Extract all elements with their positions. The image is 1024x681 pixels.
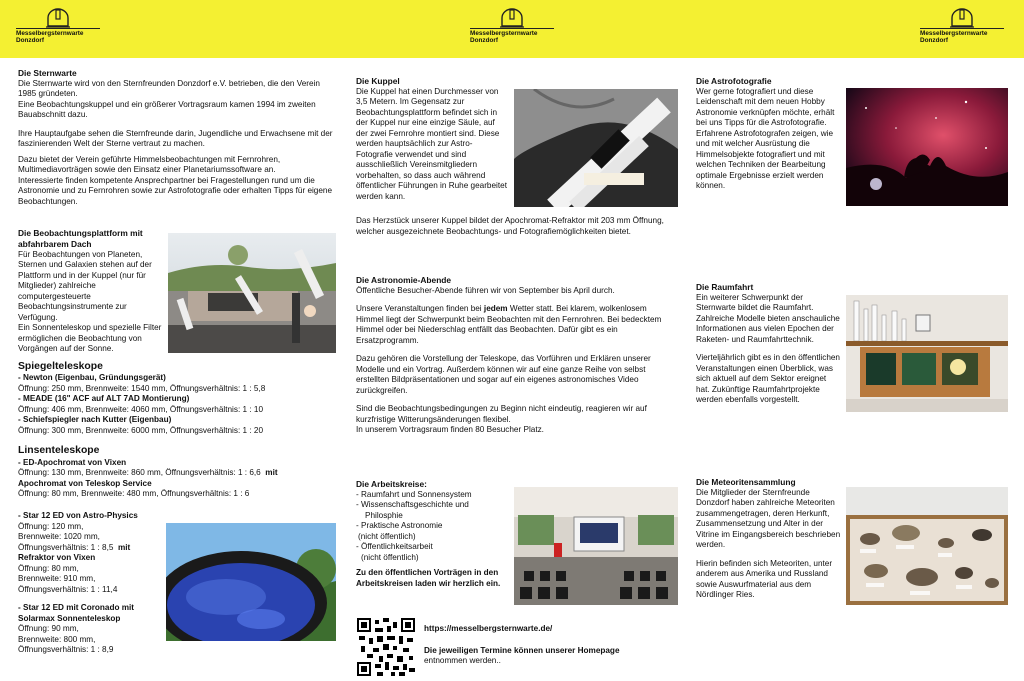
observatory-dome-icon: [499, 8, 525, 28]
telescope-name: - Star 12 ED mit Coronado mit: [18, 603, 135, 612]
telescope-spec: Öffnung: 406 mm, Brennweite: 4060 mm, Öffnungsverhältnis: 1 : 10: [18, 404, 264, 414]
section-title: Spiegelteleskope: [18, 361, 103, 372]
list-item: - Wissenschaftsgeschichte und: [356, 500, 469, 510]
paragraph: Dazu bietet der Verein geführte Himmelsbeobachtungen mit Fernrohren, Multimediavorträgen sowie den Einsatz einer Planetariumssoftware an.: [18, 154, 281, 175]
platform-section: [18, 228, 166, 355]
paragraph: Dazu gehören die Vorstellung der Teleskope, das Vorführen und Erklären unserer Modelle und ein Vortrag. Außerdem können wir auf eine ganze Reihe von selbst erstellten Bildpräsentationen und sogar auf ein eigenes astronomisches Video zurückgreifen.: [356, 354, 651, 395]
meteorite-showcase-photo: [846, 487, 1008, 605]
paragraph: Wer gerne fotografiert und diese Leidenschaft mit dem neuen Hobby Astronomie verknüpfen möchte, erhält bei uns Tipps für die Astrofotografie.: [696, 86, 835, 128]
observatory-dome-icon: [45, 8, 71, 28]
website-link[interactable]: https://messelbergsternwarte.de/: [424, 624, 553, 633]
paragraph: Eine Beobachtungskuppel und ein größerer Vortragsraum kamen 1994 im zweiten Bauabschnitt dazu.: [18, 99, 316, 120]
paragraph: Erfahrene Astrofotografen zeigen, wie und mit welcher Ausrüstung die Himmelsobjekte fotografiert und mit welchen Techniken der Bearbeitung optimale Ergebnisse erzielt werden können.: [696, 128, 833, 191]
telescope-spec: Öffnung: 120 mm,: [18, 521, 84, 531]
telescope-name: - ED-Apochromat von Vixen: [18, 457, 127, 467]
list-item: - Raumfahrt und Sonnensystem: [356, 489, 472, 499]
section-title: Die Raumfahrt: [696, 282, 754, 292]
horsehead-nebula-photo: [846, 88, 1008, 206]
telescope-lens-photo: [166, 523, 336, 641]
telescope-item: [18, 373, 336, 394]
logo: Messelbergsternwarte Donzdorf: [470, 8, 554, 45]
paragraph: Die Mitglieder der Sternfreunde Donzdorf haben zahlreiche Meteoriten zusammengetragen, deren Herkunft, Zusammensetzung und Alter in der Vitrine im Eingangsbereich beschrieben werden.: [696, 487, 841, 550]
rocket-models-photo: [846, 295, 1008, 412]
section-title: Die Astronomie-Abende: [356, 275, 452, 285]
paragraph: entnommen werden..: [424, 656, 501, 665]
list-item: Philosphie: [365, 510, 403, 520]
spaceflight-section: [696, 282, 842, 406]
telescope-spec: Brennweite: 1020 mm,: [18, 532, 100, 541]
telescope-spec: Öffnung: 250 mm, Brennweite: 1540 mm, Öffnungsverhältnis: 1 : 5,8: [18, 383, 266, 393]
section-title: Die Sternwarte: [18, 68, 77, 78]
paragraph: Das Herzstück unserer Kuppel bildet der Apochromat-Refraktor mit 203 mm Öffnung, welcher ausgezeichnete Beobachtungs- und Fotografiemöglichkeiten bietet.: [356, 216, 664, 236]
telescope-name: Refraktor von Vixen: [18, 553, 96, 562]
astrophoto-section: [696, 76, 842, 192]
paragraph: Die Sternwarte wird von den Sternfreunden Donzdorf e.V. betrieben, die den Verein 1985 gründeten.: [18, 78, 320, 99]
telescope-name: - Star 12 ED von Astro-Physics: [18, 511, 138, 520]
list-item: - Praktische Astronomie: [356, 521, 443, 531]
telescope-name: Apochromat von Teleskop Service: [18, 478, 152, 488]
star12-section: [18, 511, 168, 656]
section-title: Die Meteoritensammlung: [696, 477, 796, 487]
telescope-spec: Öffnung: 300 mm, Brennweite: 6000 mm, Öffnungsverhältnis: 1 : 20: [18, 425, 264, 435]
list-item: (nicht öffentlich): [361, 552, 419, 562]
telescope-item: [18, 394, 336, 415]
paragraph: Öffentliche Besucher-Abende führen wir von September bis April durch.: [356, 285, 615, 295]
telescope-name: Solarmax Sonnenteleskop: [18, 613, 121, 623]
website-section: [424, 624, 684, 667]
telescope-name: - Newton (Eigenbau, Gründungsgerät): [18, 373, 166, 383]
telescope-spec: Öffnung: 80 mm, Brennweite: 480 mm, Öffnungsverhältnis: 1 : 6: [18, 489, 250, 499]
paragraph: Vierteljährlich gibt es in den öffentlichen Veranstaltungen einen Überblick, was sich aktuell auf dem Sektor ereignet hat. Zukünftige Raumfahrtprojekte werden ebenfalls vorgestellt.: [696, 353, 840, 405]
section-title: Die Kuppel: [356, 76, 400, 86]
telescope-item: [18, 415, 336, 436]
paragraph: In unserem Vortragsraum finden 80 Besucher Platz.: [356, 425, 544, 435]
list-item: - Öffentlichkeitsarbeit: [356, 542, 433, 552]
column-left: [18, 68, 336, 207]
telescope-spec: Brennweite: 910 mm,: [18, 574, 96, 583]
reflector-section: [18, 354, 336, 500]
telescope-spec: Öffnung: 90 mm,: [18, 624, 79, 633]
paragraph: Unsere Veranstaltungen finden bei jedem Wetter statt. Bei klarem, wolkenlosem Himmel liegt der Schwerpunkt beim Beobachten mit den Fernrohren. Bei bedecktem Himmel oder bei Niederschlag entfällt das Beobachten. Dafür gibt es ein Ersatzprogramm.: [356, 304, 662, 345]
qr-code[interactable]: [357, 618, 415, 676]
paragraph: Die jeweiligen Termine können unserer Homepage: [424, 645, 620, 655]
section-title: Die Astrofotografie: [696, 76, 772, 86]
header-bar: [0, 0, 1024, 58]
paragraph: Die Kuppel hat einen Durchmesser von 3,5 Metern. Im Gegensatz zur Beobachtungsplattform befindet sich in der Kuppel nur eine einzige Säule, auf der zwei Fernrohre montiert sind. Diese werden hauptsächlich zur Astro-Fotografie verwendet und sind ausschließlich Vereinsmitgliedern vorbehalten, so dass auch während öffentlicher Führungen in Ruhe gearbeitet werden kann.: [356, 86, 507, 201]
paragraph: Für Beobachtungen von Planeten, Sternen und Galaxien stehen auf der Plattform und in der Kuppel (nur für Mitglieder) zahlreiche computergesteuerte Beobachtungsinstrumente zur Verfügung.: [18, 249, 152, 322]
platform-photo: [168, 233, 336, 353]
logo: Messelbergsternwarte Donzdorf: [920, 8, 1004, 45]
telescope-spec: Öffnung: 80 mm,: [18, 563, 79, 573]
logo: Messelbergsternwarte Donzdorf: [16, 8, 100, 45]
meteorite-section: [696, 477, 842, 601]
telescope-name: - MEADE (16" ACF auf ALT 7AD Montierung): [18, 394, 190, 404]
section-title: Die Beobachtungsplattform mit abfahrbarem Dach: [18, 228, 143, 249]
paragraph: Interessierte finden kompetente Ansprechpartner bei Fragestellungen rund um die Astronomie und zu Fernrohren sowie zur Astrofotografie oder erhalten Tipps für eigene Beobachtungen.: [18, 175, 333, 206]
paragraph: Sind die Beobachtungsbedingungen zu Beginn nicht eindeutig, reagieren wir auf kurzfristige Witterungsänderungen flexibel.: [356, 404, 647, 424]
paragraph: Hierin befinden sich Meteoriten, unter anderem aus Amerika und Russland sowie Auswurfmaterial aus dem Nördlinger Ries.: [696, 558, 833, 600]
section-title: Die Arbeitskreise:: [356, 479, 427, 489]
dome-highlight: [356, 216, 676, 237]
invitation-note: Zu den öffentlichen Vorträgen in den Arbeitskreisen laden wir herzlich ein.: [356, 568, 501, 588]
workgroups-section: [356, 479, 506, 589]
telescope-spec: Öffnungsverhältnis: 1 : 8,9: [18, 645, 114, 654]
telescope-spec: Öffnung: 130 mm, Brennweite: 860 mm, Öffnungsverhältnis: 1 : 6,6 mit: [18, 468, 278, 478]
telescope-spec: Brennweite: 800 mm,: [18, 634, 96, 644]
dome-telescope-photo: [514, 89, 678, 207]
evenings-section: [356, 275, 676, 436]
list-item: (nicht öffentlich): [358, 531, 416, 541]
observatory-dome-icon: [949, 8, 975, 28]
dome-section: [356, 76, 508, 202]
workgroup-list: [356, 490, 506, 564]
telescope-name: - Schiefspiegler nach Kutter (Eigenbau): [18, 415, 172, 425]
telescope-spec: Öffnungsverhältnis: 1 : 11,4: [18, 584, 118, 594]
paragraph: Ihre Hauptaufgabe sehen die Sternfreunde darin, Jugendliche und Erwachsene mit der faszinierenden Welt der Sterne vertraut zu machen.: [18, 128, 333, 149]
telescope-spec: Öffnungsverhältnis: 1 : 8,5 mit: [18, 542, 131, 552]
paragraph: Ein weiterer Schwerpunkt der Sternwarte bildet die Raumfahrt. Zahlreiche Modelle bieten anschauliche Informationen aus vielen Epochen der Raketen- und Raumfahrttechnik.: [696, 292, 840, 344]
paragraph: Ein Sonnenteleskop und spezielle Filter ermöglichen die Beobachtung von Vorgängen auf der Sonne.: [18, 323, 162, 353]
section-title: Linsenteleskope: [18, 445, 100, 457]
lecture-room-photo: [514, 487, 678, 605]
